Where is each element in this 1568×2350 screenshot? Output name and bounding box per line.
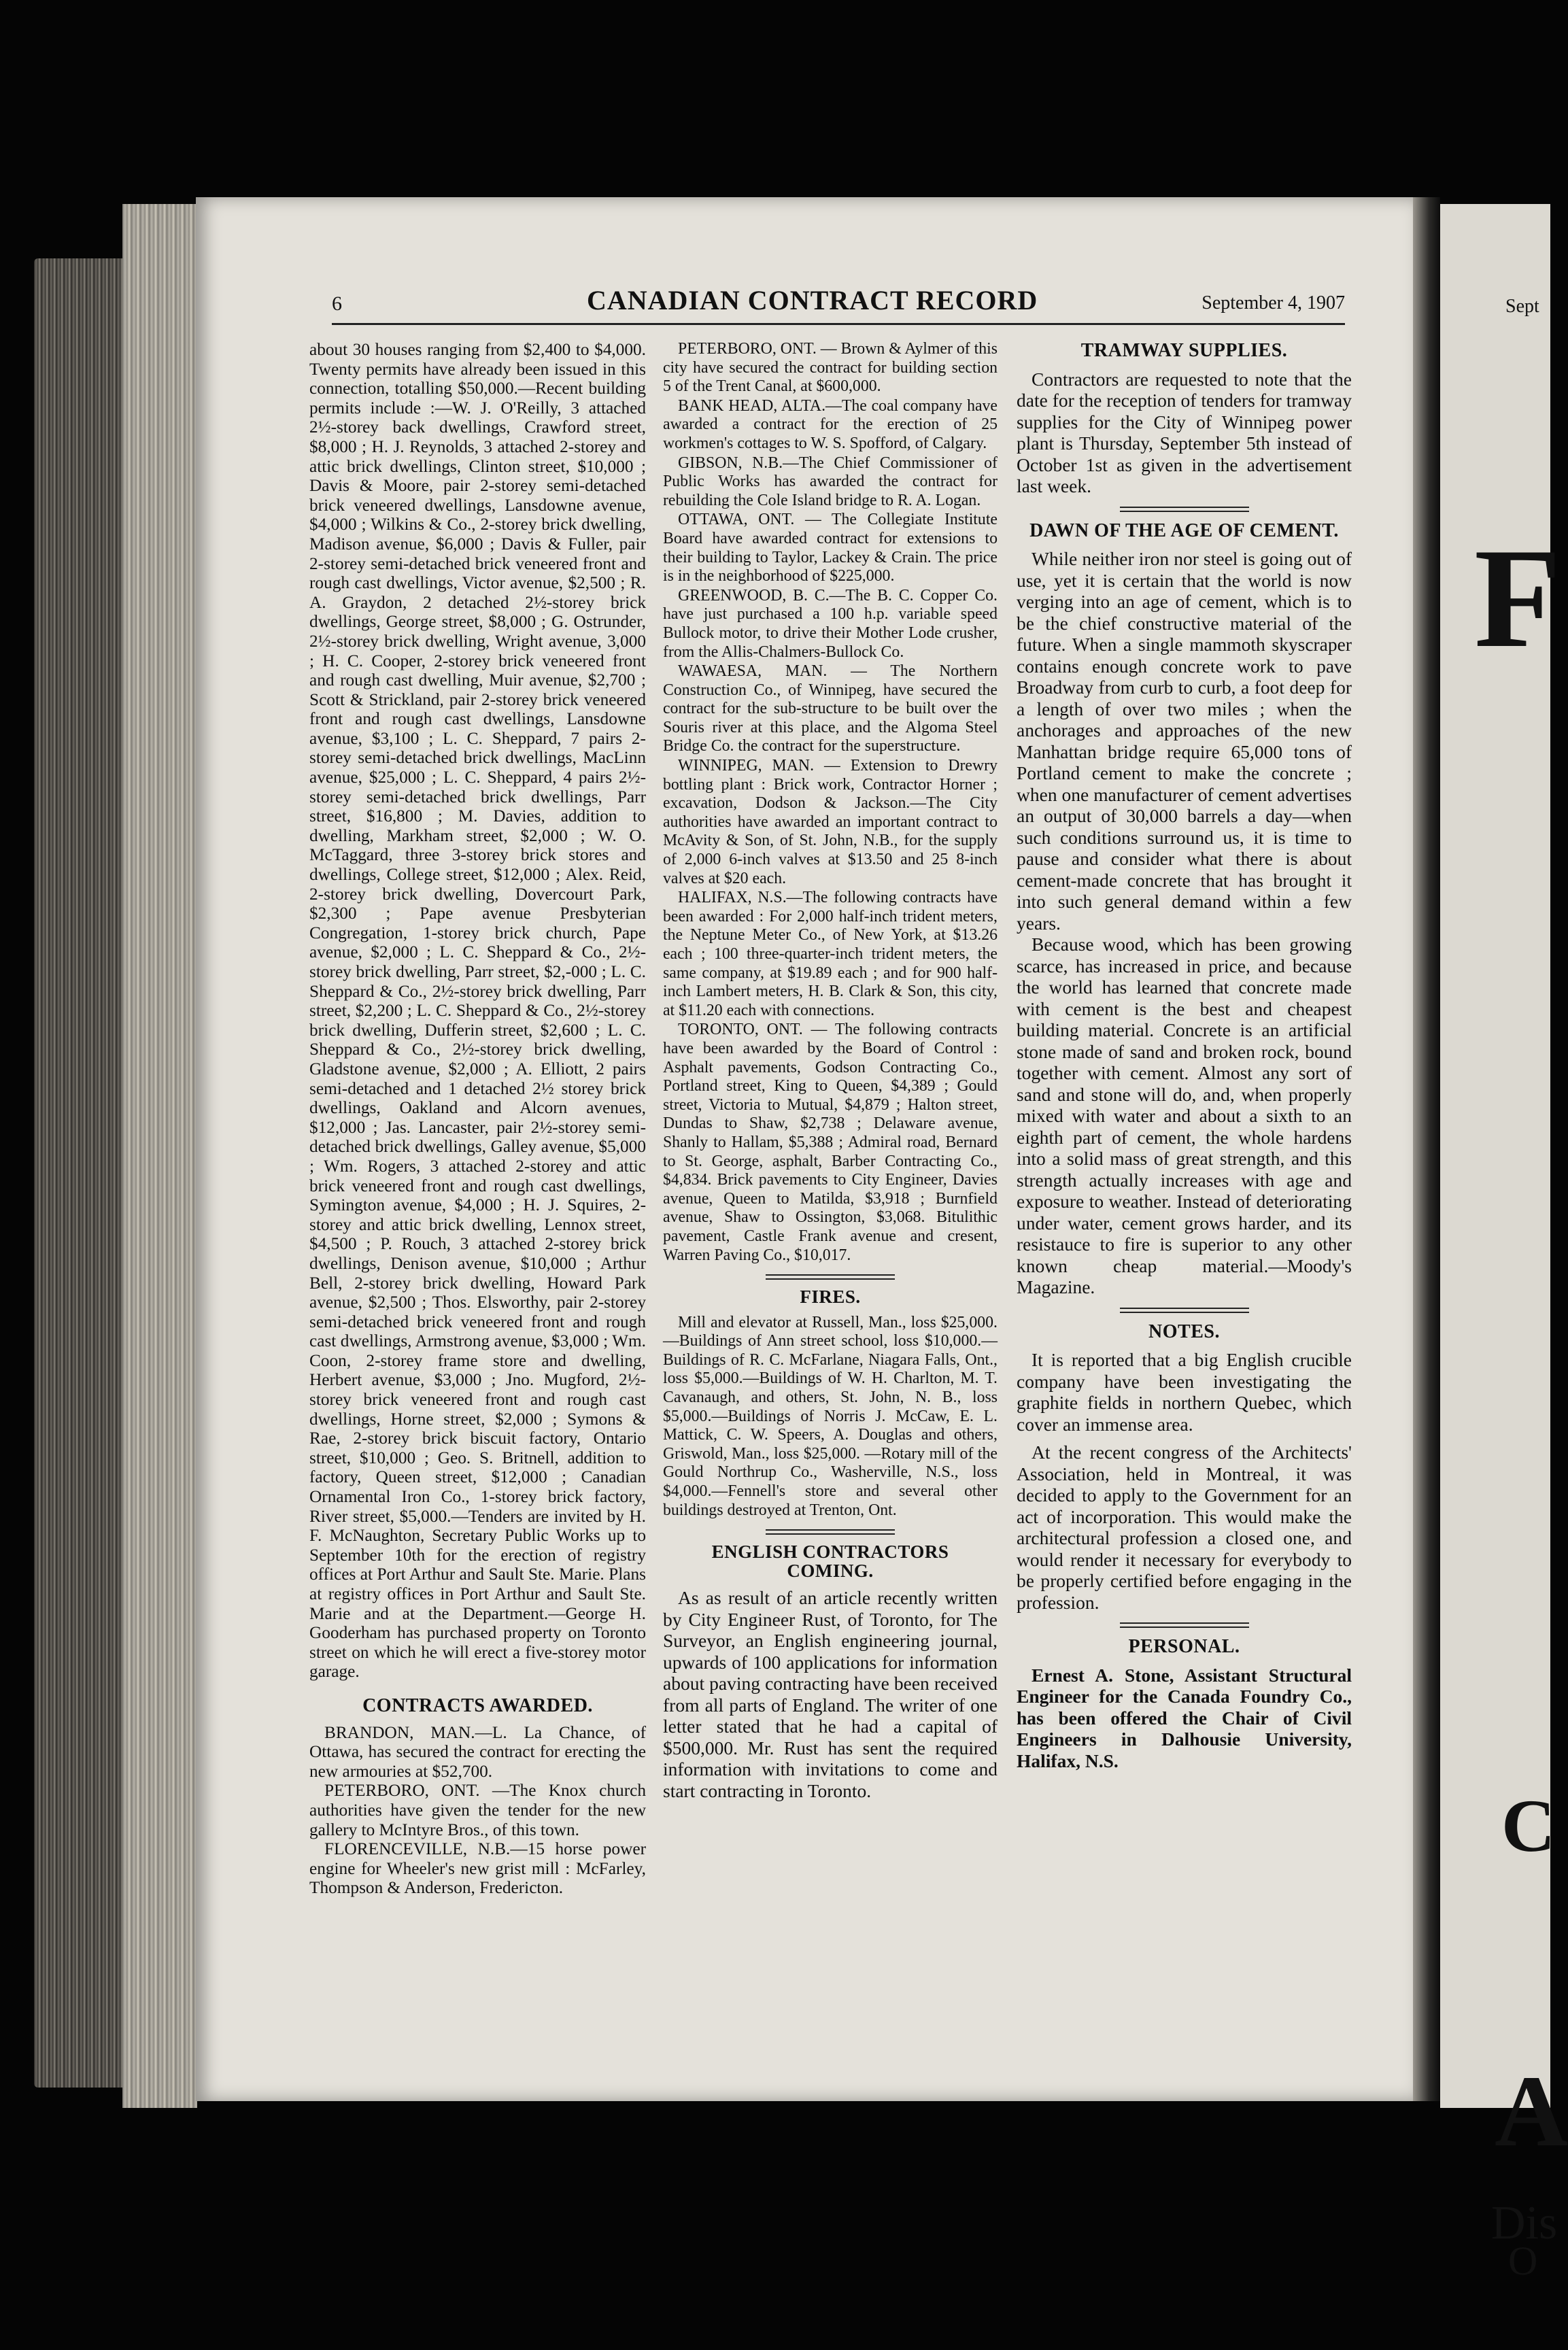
fires-heading: FIRES.: [800, 1287, 861, 1308]
contract-item: HALIFAX, N.S.—The following contracts have been awarded : For 2,000 half-inch trident meters, the Neptune Meter Co., of New York, at $13.26 each ; 100 three-quarter-inch trident meters, the same company, at $19.89 each ; and for 900 half-inch Lambert meters, H. B. Clark & Son, this city, at $11.20 each with connections.: [663, 889, 998, 1019]
english-contractors-heading-line2: COMING.: [787, 1560, 874, 1581]
contract-item: OTTAWA, ONT. — The Collegiate Institute Board have awarded contract for extensions to their building to Taylor, Lackey & Crain. The price is in the neighborhood of $225,000.: [663, 511, 998, 585]
page-header: [332, 284, 1345, 320]
notes-text-1: It is reported that a big English crucible company have been investigating the graphite fields in northern Quebec, which cover an immense area.: [1017, 1349, 1352, 1435]
tramway-supplies-heading: TRAMWAY SUPPLIES.: [1080, 340, 1288, 361]
fires-text: Mill and elevator at Russell, Man., loss $25,000.—Buildings of Ann street school, loss $10,000.—Buildings of R. C. McFarlane, Niagara Falls, Ont., loss $5,000.—Buildings of W. H. Charlton, M. T. Cavanaugh, and others, St. John, N. B., loss $5,000.—Buildings of Norris J. McCaw, E. L. Mattick, C. W. Speers, A. Douglas and others, Griswold, Man., loss $25,000. —Rotary mill of the Gould Northrup Co., Washerville, N.S., loss $4,000.—Fennell's store and several other buildings destroyed at Trenton, Ont.: [663, 1313, 998, 1519]
contract-item: GIBSON, N.B.—The Chief Commissioner of Public Works has awarded the contract for rebuilding the Cole Island bridge to R. A. Logan.: [663, 454, 998, 509]
book-gutter: [1413, 197, 1440, 2101]
contract-item: PETERBORO, ONT. —The Knox church authorities have given the tender for the new gallery to McIntyre Bros., of this town.: [309, 1781, 646, 1839]
section-divider: [766, 1274, 895, 1280]
contract-item: WINNIPEG, MAN. — Extension to Drewry bottling plant : Brick work, Contractor Horner ; excavation, Dodson & Jackson.—The City authorities have awarded an important contract to McAvity & Son, of St. John, N.B., for the supply of 2,000 6-inch valves at $13.50 and 25 8-inch valves at $20 each.: [663, 757, 998, 887]
book-edge: [34, 258, 122, 2088]
english-contractors-text: As as result of an article recently written by City Engineer Rust, of Toronto, for The Surveyor, an English engineering journal, upwards of 100 applications for information about paving contracting have been received from all parts of England. The writer of one letter stated that he had a capital of $500,000. Mr. Rust has sent the required information with invitations to come and start contracting in Toronto.: [663, 1587, 998, 1801]
section-divider: [1120, 1308, 1249, 1313]
contract-item: WAWAESA, MAN. — The Northern Construction Co., of Winnipeg, have secured the contract for the sub-structure to be built over the Souris river at this place, and the Algoma Steel Bridge Co. the contract for the superstructure.: [663, 662, 998, 755]
tramway-supplies-text: Contractors are requested to note that the date for the reception of tenders for tramway supplies for the City of Winnipeg power plant is Thursday, September 5th instead of October 1st as given in the advertisement last week.: [1017, 368, 1352, 496]
notes-heading: NOTES.: [1148, 1321, 1220, 1342]
publication-title: CANADIAN CONTRACT RECORD: [587, 285, 1038, 316]
page-stack: [122, 204, 197, 2108]
column-1: [309, 340, 646, 1898]
contract-item: BRANDON, MAN.—L. La Chance, of Ottawa, has secured the contract for erecting the new armouries at $52,700.: [309, 1722, 646, 1781]
facing-letter-a: A: [1495, 2055, 1568, 2168]
header-rule: [332, 323, 1345, 325]
contract-item: GREENWOOD, B. C.—The B. C. Copper Co. have just purchased a 100 h.p. variable speed Bullock motor, to drive their Mother Lode crusher, from the Allis-Chalmers-Bullock Co.: [663, 586, 998, 661]
cement-heading: DAWN OF THE AGE OF CEMENT.: [1029, 520, 1339, 541]
contract-item: PETERBORO, ONT. — Brown & Aylmer of this city have secured the contract for building section 5 of the Trent Canal, at $600,000.: [663, 340, 998, 396]
contracts-awarded-heading: CONTRACTS AWARDED.: [362, 1695, 593, 1716]
page-number: 6: [332, 292, 342, 315]
cement-text-2: Because wood, which has been growing scarce, has increased in price, and because the world has learned that concrete made with cement is the best and cheapest building material. Concrete is an artificial stone made of sand and broken rock, bound together with cement. Almost any sort of sand and stone will do, and, when properly mixed with water and about a sixth to an eighth part of cement, the whole hardens into a solid mass of great strength, and this strength actually increases with age and exposure to weather. Instead of deteriorating under water, cement grows harder, and its resistauce to fire is superior to any other known cheap material.—Moody's Magazine.: [1017, 934, 1352, 1297]
contract-item: BANK HEAD, ALTA.—The coal company have awarded a contract for the erection of 25 workmen's cottages to W. S. Spofford, of Calgary.: [663, 396, 998, 452]
issue-date: September 4, 1907: [1201, 292, 1345, 313]
section-divider: [1120, 507, 1249, 512]
section-divider: [766, 1529, 895, 1535]
notes-text-2: At the recent congress of the Architects' Association, held in Montreal, it was decided to apply to the Government for an act of incorporation. This would make the architectural profession a closed one, and would render it necessary for everybody to be properly certified before engaging in the profession.: [1017, 1442, 1352, 1613]
facing-fragment-dis: Dis: [1491, 2197, 1558, 2249]
english-contractors-heading: ENGLISH CONTRACTORS: [711, 1542, 949, 1563]
column-3: [1017, 340, 1352, 1771]
personal-heading: PERSONAL.: [1128, 1636, 1240, 1657]
cement-text-1: While neither iron nor steel is going out of use, yet it is certain that the world is now verging into an age of cement, which is to be the chief constructive material of the future. When a single mammoth skyscraper contains enough concrete work to pave Broadway from curb to curb, a foot deep for a length of over two miles ; when the anchorages and approaches of the new Manhattan bridge require 65,000 tons of Portland cement to make the concrete ; when one manufacturer of cement advertises an output of 30,000 barrels a day—when such conditions surround us, it is time to pause and consider what there is about cement-made concrete that has brought it into such general demand within a few years.: [1017, 548, 1352, 934]
column-2: [663, 340, 998, 1802]
section-divider: [1120, 1622, 1249, 1628]
facing-header-fragment: Sept: [1505, 296, 1539, 317]
building-permits-text: about 30 houses ranging from $2,400 to $4,000. Twenty permits have already been issued in this connection, totalling $50,000.—Recent building permits include :—W. J. O'Reilly, 3 attached 2½-storey back dwellings, Crawford street, $8,000 ; H. J. Reynolds, 3 attached 2-storey and attic brick dwellings, Clinton street, $10,000 ; Davis & Moore, pair 2-storey semi-detached brick veneered dwellings, Lansdowne avenue, $4,000 ; Wilkins & Co., 2-storey brick dwelling, Madison avenue, $6,000 ; Davis & Fuller, pair 2-storey semi-detached brick veneered front and rough cast dwellings, Victor avenue, $2,500 ; R. A. Graydon, 2 detached 2½-storey brick dwellings, George street, $8,000 ; G. Ostrunder, 2½-storey brick dwelling, Wright avenue, 3,000 ; H. C. Cooper, 2-storey brick veneered front and rough cast dwelling, Muir avenue, $2,700 ; Scott & Strickland, pair 2-storey brick veneered front and rough cast dwellings, Lansdowne avenue, $3,100 ; L. C. Sheppard, 7 pairs 2-storey semi-detached brick dwellings, MacLinn avenue, $25,000 ; L. C. Sheppard, 4 pairs 2½-storey semi-detached brick dwellings, Parr street, $16,800 ; M. Davies, addition to dwelling, Markham street, $2,000 ; W. O. McTaggard, three 3-storey brick stores and dwellings, College street, $12,000 ; Alex. Reid, 2-storey brick dwelling, Dovercourt Park, $2,300 ; Pape avenue Presbyterian Congregation, 1-storey brick church, Pape avenue, $2,000 ; L. C. Sheppard & Co., 2½-storey brick dwelling, Parr street, $2,-000 ; L. C. Sheppard & Co., 2½-storey brick dwelling, Parr street, $2,200 ; L. C. Sheppard & Co., 2½-storey brick dwelling, Dufferin street, $2,600 ; L. C. Sheppard & Co., 2½-storey brick dwelling, Gladstone avenue, $2,000 ; A. Elliott, 2 pairs semi-detached and 1 detached 2½ storey brick dwellings, Oakland and Alcorn avenues, $12,000 ; Jas. Lancaster, pair 2½-storey semi-detached brick dwellings, Galley avenue, $5,000 ; Wm. Rogers, 3 attached 2-storey and attic brick veneered front and rough cast dwellings, Symington avenue, $4,000 ; H. J. Squires, 2-storey and attic brick dwelling, Lennox street, $4,500 ; P. Rouch, 3 attached 2-storey brick dwellings, Denison avenue, $10,000 ; Arthur Bell, 2-storey brick dwelling, Howard Park avenue, $2,500 ; Thos. Elsworthy, pair 2-storey semi-detached brick veneered front and rough cast dwellings, Armstrong avenue, $3,000 ; Wm. Coon, 2-storey frame store and dwelling, Herbert avenue, $3,000 ; Jno. Mugford, 2½-storey brick veneered front and rough cast dwellings, Horne street, $2,000 ; Symons & Rae, 2-storey brick biscuit factory, Ontario street, $10,000 ; Geo. S. Britnell, addition to factory, Queen street, $12,000 ; Canadian Ornamental Iron Co., 1-storey brick factory, River street, $5,000.—Tenders are invited by H. F. McNaughton, Secretary Public Works up to September 10th for the erection of registry offices at Port Arthur and Sault Ste. Marie. Plans at registry offices in Port Arthur and Sault Ste. Marie and at the Department.—George H. Gooderham has purchased property on Toronto street on which he will erect a five-storey motor garage.: [309, 340, 646, 1682]
facing-fragment-o: O: [1508, 2238, 1538, 2283]
contract-item: TORONTO, ONT. — The following contracts have been awarded by the Board of Control : Asphalt pavements, Godson Contracting Co., Portland street, King to Queen, $4,389 ; Gould street, Victoria to Mutual, $4,879 ; Halton street, Dundas to Shaw, $2,738 ; Delaware avenue, Shanly to Hallam, $5,388 ; Admiral road, Bernard to St. George, asphalt, Barber Contracting Co., $4,834. Brick pavements to City Engineer, Davies avenue, Queen to Matilda, $3,918 ; Burnfield avenue, Shaw to Ossington, $3,068. Bitulithic pavement, Castle Frank avenue and cresent, Warren Paving Co., $10,017.: [663, 1021, 998, 1264]
facing-letter-f: F: [1474, 520, 1562, 677]
facing-page: [1440, 204, 1568, 2283]
facing-letter-c: C: [1501, 1784, 1556, 1867]
personal-text: Ernest A. Stone, Assistant Structural Engineer for the Canada Foundry Co., has been offered the Chair of Civil Engineers in Dalhousie University, Halifax, N.S.: [1017, 1664, 1352, 1771]
contract-item: FLORENCEVILLE, N.B.—15 horse power engine for Wheeler's new grist mill : McFarley, Thompson & Anderson, Fredericton.: [309, 1839, 646, 1898]
